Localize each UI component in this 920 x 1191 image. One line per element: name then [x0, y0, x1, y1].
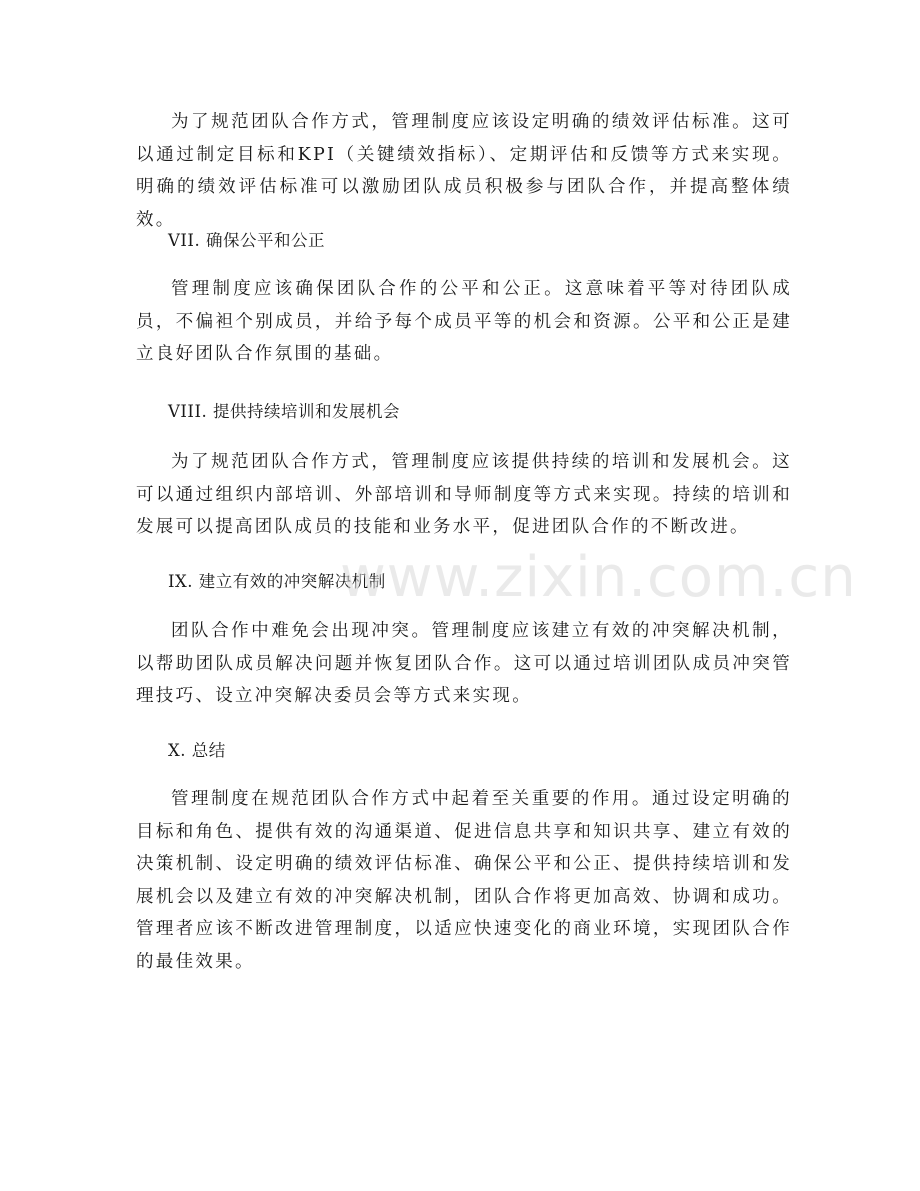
paragraph-performance-standards: 为了规范团队合作方式，管理制度应该设定明确的绩效评估标准。这可以通过制定目标和KPI（关键绩效指标）、定期评估和反馈等方式来实现。明确的绩效评估标准可以激励团队成员积极参与团队合作，并提高整体绩效。: [136, 112, 792, 230]
heading-section-9: IX. 建立有效的冲突解决机制: [168, 572, 386, 591]
paragraph-section-10: 管理制度在规范团队合作方式中起着至关重要的作用。通过设定明确的目标和角色、提供有效的沟通渠道、促进信息共享和知识共享、建立有效的决策机制、设定明确的绩效评估标准、确保公平和公正、提供持续培训和发展机会以及建立有效的冲突解决机制，团队合作将更加高效、协调和成功。管理者应该不断改进管理制度，以适应快速变化的商业环境，实现团队合作的最佳效果。: [136, 789, 792, 972]
section-10-body: [136, 783, 792, 978]
section-7-heading-wrap: [136, 229, 792, 253]
section-8-heading-wrap: [136, 400, 792, 424]
paragraph-section-7: 管理制度应该确保团队合作的公平和公正。这意味着平等对待团队成员，不偏袒个别成员，并给予每个成员平等的机会和资源。公平和公正是建立良好团队合作氛围的基础。: [136, 279, 792, 364]
paragraph-section-9: 团队合作中难免会出现冲突。管理制度应该建立有效的冲突解决机制，以帮助团队成员解决问题并恢复团队合作。这可以通过培训团队成员冲突管理技巧、设立冲突解决委员会等方式来实现。: [136, 621, 792, 706]
section-9-body: [136, 615, 792, 713]
heading-section-7: VII. 确保公平和公正: [168, 231, 325, 250]
heading-section-10: X. 总结: [168, 741, 226, 760]
heading-section-8: VIII. 提供持续培训和发展机会: [168, 402, 400, 421]
section-9-heading-wrap: [136, 570, 792, 594]
paragraph-section-8: 为了规范团队合作方式，管理制度应该提供持续的培训和发展机会。这可以通过组织内部培训、外部培训和导师制度等方式来实现。持续的培训和发展可以提高团队成员的技能和业务水平，促进团队合作的不断改进。: [136, 452, 792, 537]
section-8-body: [136, 446, 792, 544]
watermark: www.zixin.com.cn: [340, 545, 857, 610]
section-7-body: [136, 273, 792, 371]
section-10-heading-wrap: [136, 739, 792, 763]
section-performance: [136, 106, 792, 236]
